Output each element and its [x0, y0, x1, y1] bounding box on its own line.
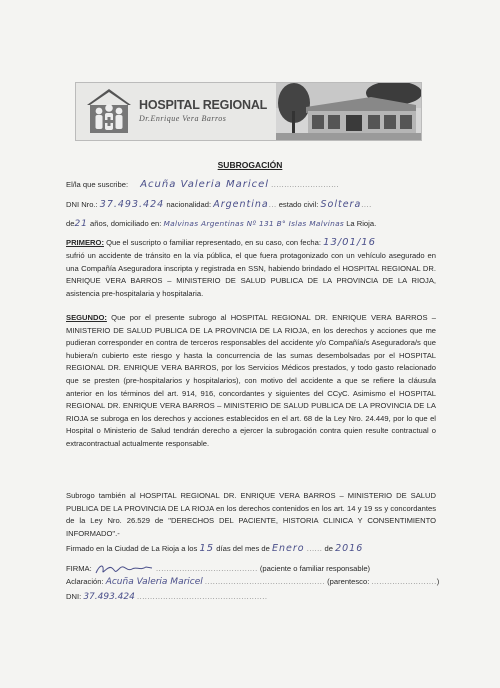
dni2-label: DNI:	[66, 592, 82, 601]
suscribe-value: Acuña Valeria Maricel	[140, 179, 270, 190]
domicilio-line	[66, 219, 376, 229]
subrogo-paragraph: Subrogo también al HOSPITAL REGIONAL DR. ENRIQUE VERA BARROS – MINISTERIO DE SALUD PUBLICA DE LA PROVINCIA DE LA RIOJA en los derechos contenidos en los art. 14 y 19 ss y concordantes de la Ley Nro. 26.529 de "DERECHOS DEL PACIENTE, HISTORIA CLINICA Y CONSENTIMIENTO INFORMADO".-	[66, 491, 436, 538]
edad-suffix: años, domiciliado en:	[90, 219, 162, 228]
hospital-logo-icon	[84, 87, 134, 135]
domicilio-value: Malvinas Argentinas Nº 131 B° Islas Malvinas	[163, 219, 345, 228]
nacionalidad-value: Argentina	[213, 199, 269, 210]
dni-label: DNI Nro.:	[66, 200, 98, 209]
segundo-label: SEGUNDO:	[66, 313, 107, 322]
firma-label: FIRMA:	[66, 564, 92, 573]
hospital-building-photo	[276, 83, 421, 140]
aclaracion-line: Aclaración: Acuña Valeria Maricel .............................................. (parentesco: .........................)	[66, 577, 440, 587]
primero-fecha: 13/01/16	[323, 237, 376, 248]
primero-intro: Que el suscripto o familiar representado, en su caso, con fecha:	[106, 238, 321, 247]
dni-line: DNI Nro.: 37.493.424 nacionalidad: Argentina... estado civil: Soltera....	[66, 199, 372, 210]
firmado-anio: 2016	[335, 543, 364, 554]
segundo-paragraph	[66, 312, 436, 451]
firmado-line: Firmado en la Ciudad de La Rioja a los 15 días del mes de Enero ...... de 2016	[66, 543, 364, 554]
primero-line	[66, 238, 376, 248]
firmado-de: de	[324, 544, 333, 553]
primero-paragraph: sufrió un accidente de tránsito en la vía pública, el que fuera protagonizado con un vehículo asegurado en una Compañía Aseguradora inscripta y registrada en SSN, habiendo brindado el HOSPITAL REGIONAL DR. ENRIQUE VERA BARROS – MINISTERIO DE SALUD PUBLICA DE LA PROVINCIA DE LA RIOJA, asistencia pre-hospitalaria y hospitalaria.	[66, 251, 436, 298]
suscribe-label: El/la que suscribe:	[66, 180, 129, 189]
estado-label: estado civil:	[278, 200, 319, 209]
dni2-value: 37.493.424	[83, 592, 135, 602]
domicilio-suffix: La Rioja.	[346, 219, 377, 228]
firma-line: FIRMA: ....................................... (paciente o familiar responsable)	[66, 562, 370, 576]
firmado-prefix: Firmado en la Ciudad de La Rioja a los	[66, 544, 198, 553]
edad-prefix: de	[66, 219, 75, 228]
aclaracion-value: Acuña Valeria Maricel	[105, 577, 203, 587]
parentesco-end: )	[436, 577, 440, 586]
segundo-text: Que por el presente subrogo al HOSPITAL REGIONAL DR. ENRIQUE VERA BARROS – MINISTERIO DE SALUD PUBLICA DE LA PROVINCIA DE LA RIOJA, en los derechos y acciones que me pudieran corresponder en contra de terceros responsables del accidente y/o Compañía/s Aseguradora/s que hubiera/n cubierto este riesgo y hasta la concurrencia de las sumas desembolsadas por el HOSPITAL REGIONAL DR. ENRIQUE VERA BARROS, por los Servicios Médicos prestados, y todo gasto relacionado que se presten (pre-hospitalarios y hospitalarios), con motivo del accidente a que se refiere la cláusula anterior en los términos del art. 914, 916, concordantes y siguientes del CCyC. Asimismo el HOSPITAL REGIONAL DR. ENRIQUE VERA BARROS – MINISTERIO DE SALUD PUBLICA DE LA PROVINCIA DE LA RIOJA se subroga en los derechos y acciones establecidos en el art. 68 de la Ley Nro. 24.449, por lo que el Hospital o Ministerio de Salud tendrán derecho a ejercer la subrogación contra quien resulte contractual o extracontractual actualmente responsable.	[66, 313, 436, 448]
firmado-mes: Enero	[272, 543, 305, 554]
aclaracion-label: Aclaración:	[66, 577, 104, 586]
firmado-mid: días del mes de	[216, 544, 270, 553]
dni-value: 37.493.424	[99, 199, 165, 210]
firmado-dia: 15	[199, 543, 215, 554]
hospital-subtitle: Dr.Enrique Vera Barros	[139, 114, 227, 123]
document-title: SUBROGACIÓN	[217, 160, 283, 170]
nacionalidad-label: nacionalidad:	[166, 200, 212, 209]
primero-label: PRIMERO:	[66, 238, 104, 247]
estado-value: Soltera	[320, 199, 362, 210]
signature-icon	[94, 562, 154, 576]
hospital-name: HOSPITAL REGIONAL	[139, 98, 268, 112]
firma-note: (paciente o familiar responsable)	[259, 564, 371, 573]
suscribe-line: El/la que suscribe: Acuña Valeria Maricel ..........................	[66, 179, 340, 190]
hospital-banner	[75, 82, 422, 141]
parentesco-label: (parentesco:	[327, 577, 370, 586]
dni2-line: DNI: 37.493.424 ..................................................	[66, 592, 268, 602]
edad-value: 21	[74, 219, 88, 229]
